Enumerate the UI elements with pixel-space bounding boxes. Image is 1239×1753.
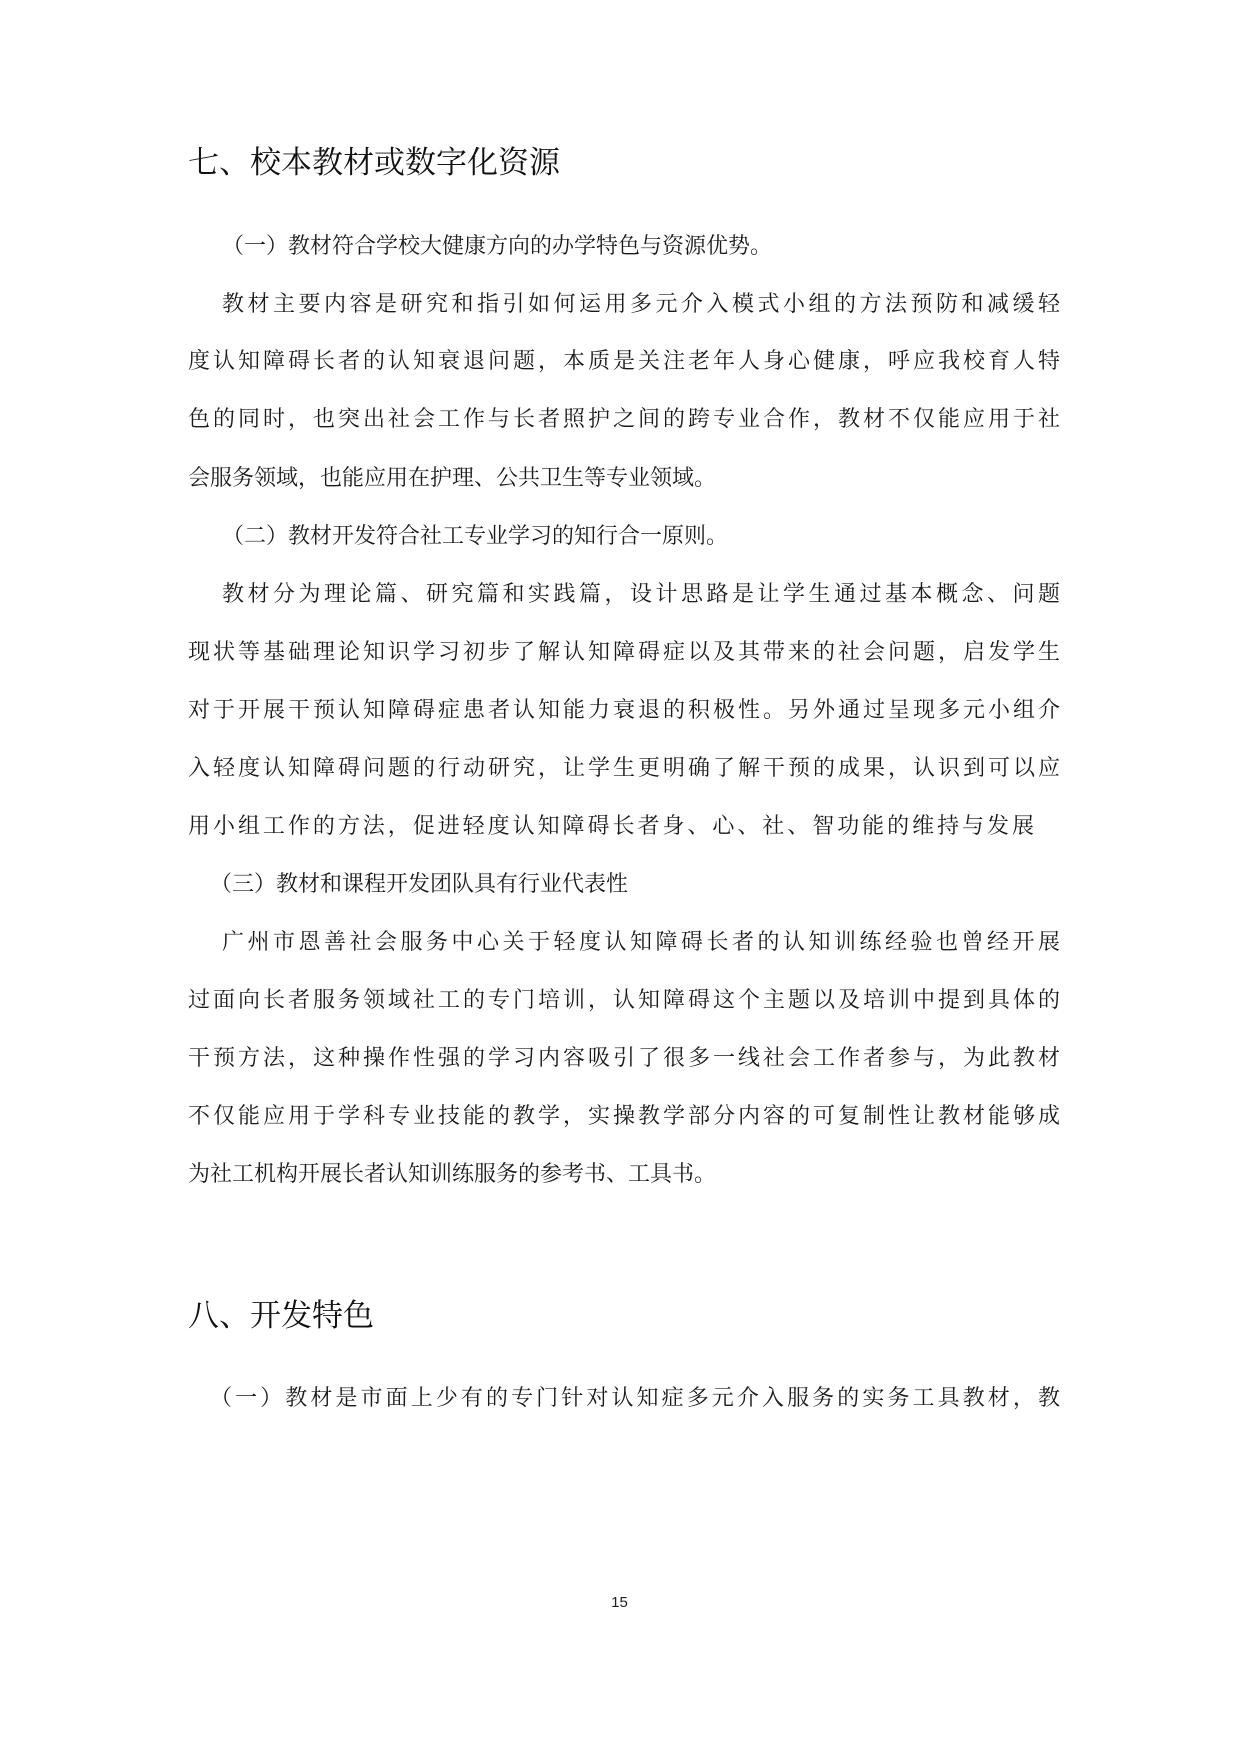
paragraph-1-line-3: 色的同时，也突出社会工作与长者照护之间的跨专业合作，教材不仅能应用于社	[188, 407, 1060, 432]
paragraph-3-line-1: 广州市恩善社会服务中心关于轻度认知障碍长者的认知训练经验也曾经开展	[222, 930, 1060, 955]
paragraph-2-line-2: 现状等基础理论知识学习初步了解认知障碍症以及其带来的社会问题，启发学生	[188, 640, 1060, 665]
section-8-subheading-1: （一）教材是市面上少有的专门针对认知症多元介入服务的实务工具教材，教	[210, 1386, 1060, 1411]
paragraph-3-line-2: 过面向长者服务领域社工的专门培训，认知障碍这个主题以及培训中提到具体的	[188, 988, 1060, 1013]
paragraph-2-line-5: 用小组工作的方法，促进轻度认知障碍长者身、心、社、智功能的维持与发展	[188, 814, 1034, 839]
paragraph-3-line-3: 干预方法，这种操作性强的学习内容吸引了很多一线社会工作者参与，为此教材	[188, 1046, 1060, 1071]
paragraph-3-line-5: 为社工机构开展长者认知训练服务的参考书、工具书。	[188, 1162, 717, 1187]
section-7-subheading-3: （三）教材和课程开发团队具有行业代表性	[210, 872, 629, 897]
paragraph-2-line-3: 对于开展干预认知障碍症患者认知能力衰退的积极性。另外通过呈现多元小组介	[188, 698, 1060, 723]
paragraph-3-line-4: 不仅能应用于学科专业技能的教学，实操教学部分内容的可复制性让教材能够成	[188, 1104, 1060, 1129]
paragraph-2-line-1: 教材分为理论篇、研究篇和实践篇，设计思路是让学生通过基本概念、问题	[222, 582, 1060, 607]
paragraph-2-line-4: 入轻度认知障碍问题的行动研究，让学生更明确了解干预的成果，认识到可以应	[188, 756, 1060, 781]
section-7-heading: 七、校本教材或数字化资源	[188, 145, 560, 181]
paragraph-1-line-2: 度认知障碍长者的认知衰退问题，本质是关注老年人身心健康，呼应我校育人特	[188, 349, 1060, 374]
page-number: 15	[611, 1594, 628, 1611]
section-8-heading: 八、开发特色	[188, 1298, 374, 1334]
section-7-subheading-1: （一）教材符合学校大健康方向的办学特色与资源优势。	[222, 234, 773, 259]
paragraph-1-line-4: 会服务领域，也能应用在护理、公共卫生等专业领域。	[188, 466, 717, 491]
section-7-subheading-2: （二）教材开发符合社工专业学习的知行合一原则。	[222, 524, 729, 549]
paragraph-1-line-1: 教材主要内容是研究和指引如何运用多元介入模式小组的方法预防和减缓轻	[222, 292, 1060, 317]
